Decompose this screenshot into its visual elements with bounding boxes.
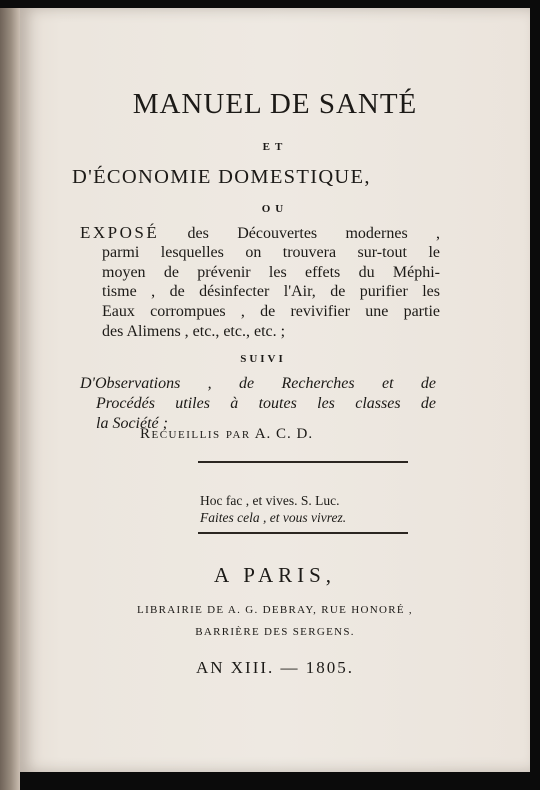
description-line — [80, 223, 440, 243]
observations-line: Procédés utiles à toutes les classes de — [96, 395, 436, 412]
description-lead-word: EXPOSÉ — [80, 223, 160, 242]
title-conjunction-ou: OU — [261, 203, 289, 215]
divider-rule-bottom — [198, 532, 408, 534]
subtitle: D'ÉCONOMIE DOMESTIQUE, — [72, 166, 371, 188]
motto-latin: Hoc fac , et vives. S. Luc. — [200, 493, 340, 508]
description-line: moyen de prévenir les effets du Méphi- — [102, 263, 440, 281]
description-line: parmi lesquelles on trouvera sur-tout le — [102, 243, 440, 261]
suivi-label: SUIVI — [240, 353, 286, 365]
description-line: tisme , de désinfecter l'Air, de purifier les — [102, 283, 440, 301]
compiler-credit — [140, 426, 313, 443]
description-line-text: des Découvertes modernes , — [159, 225, 440, 242]
description-paragraph — [80, 223, 440, 342]
imprint-date: AN XIII. — 1805. — [195, 658, 355, 677]
imprint-publisher: LIBRAIRIE DE A. G. DEBRAY, RUE HONORÉ , — [137, 604, 413, 616]
divider-rule-top — [198, 461, 408, 463]
main-title: MANUEL DE SANTÉ — [132, 88, 418, 120]
observations-line: la Société ; — [96, 415, 168, 432]
title-page — [20, 8, 530, 772]
description-line: des Alimens , etc., etc., etc. ; — [102, 322, 286, 340]
observations-paragraph — [80, 374, 436, 434]
title-conjunction-et: ET — [262, 141, 288, 153]
page-spine-edge — [0, 8, 20, 790]
imprint-street: BARRIÈRE DES SERGENS. — [195, 626, 355, 638]
description-line: Eaux corrompues , de revivifier une partie — [102, 303, 440, 321]
observations-line: D'Observations , de Recherches et de — [80, 375, 436, 392]
compiler-prefix: Recueillis par — [140, 426, 251, 442]
motto-french: Faites cela , et vous vivrez. — [200, 510, 347, 525]
compiler-initials: A. C. D. — [254, 426, 314, 442]
imprint-place: A PARIS, — [213, 563, 337, 587]
